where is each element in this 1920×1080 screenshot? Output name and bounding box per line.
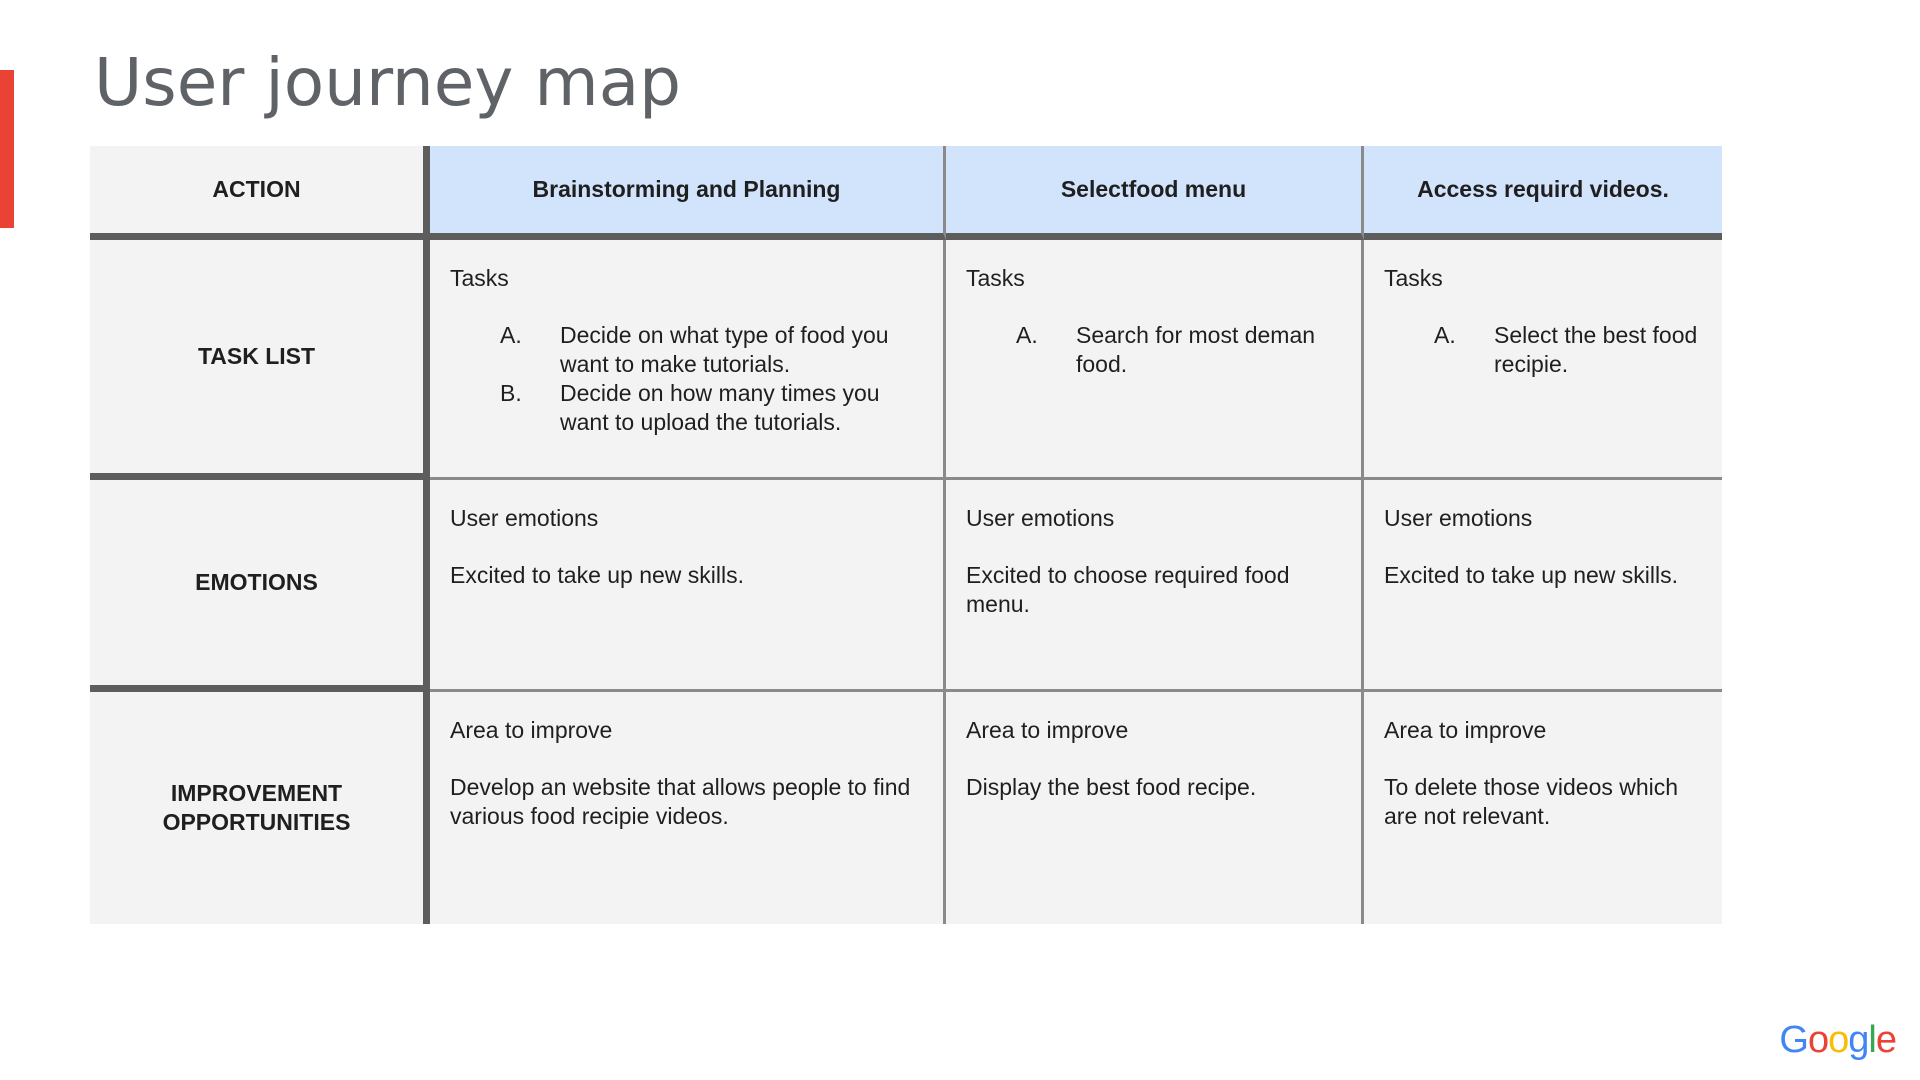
tasks-heading: Tasks xyxy=(966,265,1025,291)
logo-letter: e xyxy=(1875,1019,1896,1061)
emotions-cell-2 xyxy=(946,480,1364,692)
emotions-heading: User emotions xyxy=(450,505,599,531)
stage-name: Brainstorming and Planning xyxy=(532,176,841,202)
tasks-cell-1 xyxy=(430,240,946,480)
emotions-label-cell xyxy=(90,480,430,692)
action-label: ACTION xyxy=(212,176,301,202)
task-text: Decide on how many times you want to upload the tutorials. xyxy=(560,380,880,435)
task-item xyxy=(450,321,923,379)
logo-letter: G xyxy=(1779,1019,1808,1061)
task-text: Decide on what type of food you want to make tutorials. xyxy=(560,322,889,377)
accent-bar xyxy=(0,70,14,228)
improvements-heading: Area to improve xyxy=(966,717,1129,743)
emotions-heading: User emotions xyxy=(1384,505,1533,531)
task-text: Select the best food recipie. xyxy=(1494,322,1698,377)
logo-letter: o xyxy=(1828,1019,1849,1061)
emotions-heading: User emotions xyxy=(966,505,1115,531)
improvements-heading: Area to improve xyxy=(450,717,613,743)
task-marker: A. xyxy=(1434,322,1456,348)
improvements-text: Develop an website that allows people to find various food recipie videos. xyxy=(450,774,911,829)
task-item xyxy=(966,321,1341,379)
improvements-cell-3 xyxy=(1364,692,1722,924)
task-list xyxy=(966,321,1341,379)
tasks-heading: Tasks xyxy=(450,265,509,291)
logo-letter: g xyxy=(1848,1019,1869,1061)
action-label-cell xyxy=(90,146,430,240)
logo-letter: l xyxy=(1868,1019,1876,1061)
emotions-cell-1 xyxy=(430,480,946,692)
improvements-heading: Area to improve xyxy=(1384,717,1547,743)
emotions-text: Excited to take up new skills. xyxy=(1384,562,1679,588)
task-list-label: TASK LIST xyxy=(197,343,316,369)
task-item xyxy=(450,379,923,437)
task-item xyxy=(1384,321,1702,379)
emotions-label: EMOTIONS xyxy=(195,569,318,595)
stage-name: Selectfood menu xyxy=(1060,176,1247,202)
tasks-cell-3 xyxy=(1364,240,1722,480)
improvements-label: IMPROVEMENT OPPORTUNITIES xyxy=(162,780,351,835)
improvements-cell-2 xyxy=(946,692,1364,924)
task-marker: A. xyxy=(1016,322,1038,348)
task-marker: B. xyxy=(500,380,522,406)
emotions-text: Excited to take up new skills. xyxy=(450,562,745,588)
logo-letter: o xyxy=(1807,1019,1829,1061)
task-list-label-cell xyxy=(90,240,430,480)
improvements-label-cell xyxy=(90,692,430,924)
slide-title: User journey map xyxy=(94,44,682,121)
task-list xyxy=(450,321,923,437)
emotions-text: Excited to choose required food menu. xyxy=(966,562,1290,617)
improvements-cell-1 xyxy=(430,692,946,924)
stage-header-2 xyxy=(946,146,1364,240)
stage-header-3 xyxy=(1364,146,1722,240)
task-list xyxy=(1384,321,1702,379)
task-marker: A. xyxy=(500,322,522,348)
task-text: Search for most deman food. xyxy=(1076,322,1316,377)
journey-map-table xyxy=(90,146,1722,924)
stage-name: Access requird videos. xyxy=(1417,176,1669,202)
tasks-cell-2 xyxy=(946,240,1364,480)
improvements-text: To delete those videos which are not relevant. xyxy=(1384,774,1679,829)
tasks-heading: Tasks xyxy=(1384,265,1443,291)
improvements-text: Display the best food recipe. xyxy=(966,774,1257,800)
google-logo xyxy=(1779,1018,1896,1062)
stage-header-1 xyxy=(430,146,946,240)
emotions-cell-3 xyxy=(1364,480,1722,692)
